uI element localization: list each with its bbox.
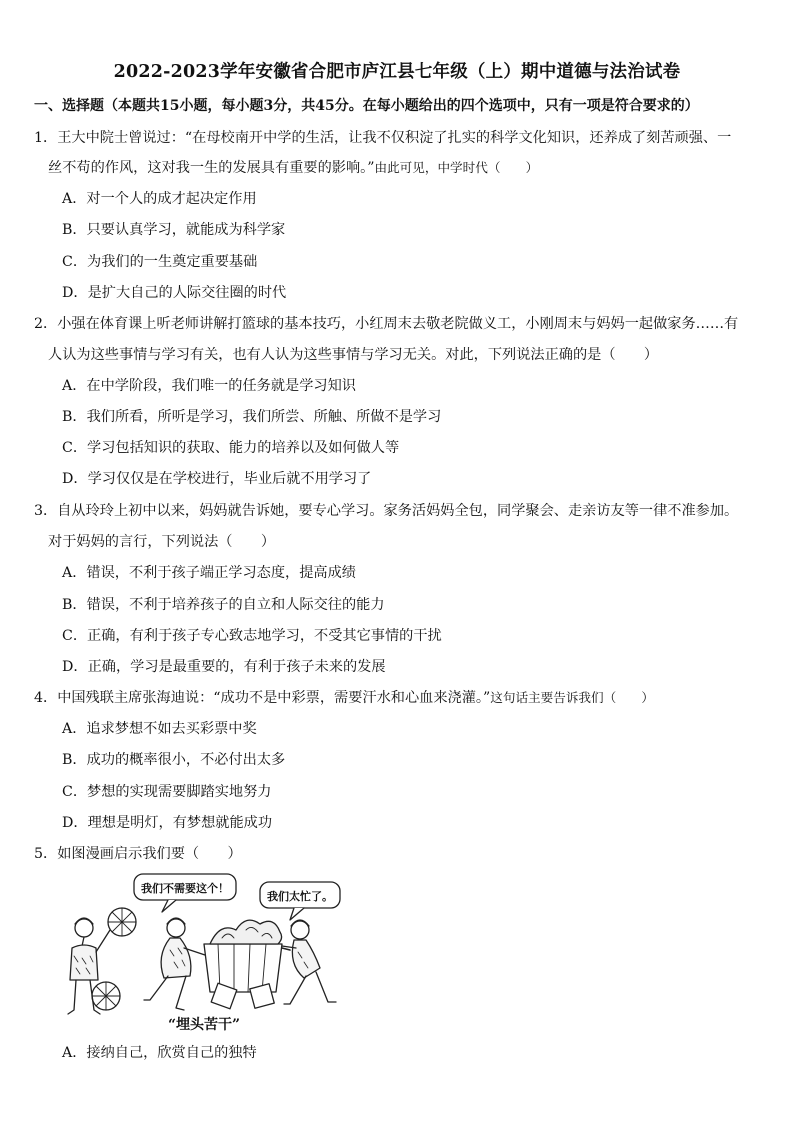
caveman-pushing-figure xyxy=(144,918,208,1010)
q4-option-a: A．追求梦想不如去买彩票中奖 xyxy=(62,721,257,737)
comic-caption: “埋头苦干” xyxy=(168,1017,241,1033)
q1-quote-end: 丝不苟的作风，这对我一生的发展具有重要的影响。” xyxy=(48,160,375,176)
cart-with-square-wheels xyxy=(204,920,282,1009)
q1-option-a: A．对一个人的成才起决定作用 xyxy=(62,191,257,207)
q2-option-b: B．我们所看，所听是学习，我们所尝、所触、所做不是学习 xyxy=(62,409,442,425)
q5-option-a: A．接纳自己，欣赏自己的独特 xyxy=(62,1045,257,1061)
q3-stem-line2: 对于妈妈的言行，下列说法（ ） xyxy=(48,534,276,550)
q4-quote: 4．中国残联主席张海迪说：“成功不是中彩票，需要汗水和心血来浇灌。” xyxy=(34,690,491,706)
section-heading: 一、选择题（本题共15小题，每小题3分，共45分。在每小题给出的四个选项中，只有一项是符合要求的） xyxy=(34,98,699,114)
bubble-left-text: 我们不需要这个！ xyxy=(141,882,229,895)
q3-option-d: D．正确，学习是最重要的，有利于孩子未来的发展 xyxy=(62,659,386,675)
q1-question: 由此可见，中学时代（ ） xyxy=(374,160,539,175)
q2-stem-line2: 人认为这些事情与学习有关，也有人认为这些事情与学习无关。对此，下列说法正确的是（ ） xyxy=(48,347,659,363)
bubble-right-text: 我们太忙了。 xyxy=(267,890,333,903)
q3-option-b: B．错误，不利于培养孩子的自立和人际交往的能力 xyxy=(62,597,385,613)
q1-option-d: D．是扩大自己的人际交往圈的时代 xyxy=(62,285,287,301)
q1-stem-line1: 1．王大中院士曾说过：“在母校南开中学的生活，让我不仅积淀了扎实的科学文化知识，还养成了刻苦顽强、一 xyxy=(34,130,732,146)
q4-option-c: C．梦想的实现需要脚踏实地努力 xyxy=(62,784,272,800)
q3-option-a: A．错误，不利于孩子端正学习态度，提高成绩 xyxy=(62,565,356,581)
q1-option-c: C．为我们的一生奠定重要基础 xyxy=(62,254,258,270)
q2-option-a: A．在中学阶段，我们唯一的任务就是学习知识 xyxy=(62,378,356,394)
comic-illustration xyxy=(58,868,358,1033)
caveman-pulling-figure xyxy=(282,920,336,1004)
q1-option-b: B．只要认真学习，就能成为科学家 xyxy=(62,222,286,238)
q2-stem-line1: 2．小强在体育课上听老师讲解打篮球的基本技巧，小红周末去敬老院做义工，小刚周末与妈妈一起做家务……有 xyxy=(34,316,739,332)
q4-question: 这句话主要告诉我们（ ） xyxy=(490,690,654,705)
q3-stem-line1: 3．自从玲玲上初中以来，妈妈就告诉她，要专心学习。家务活妈妈全包，同学聚会、走亲访友等一律不准参加。 xyxy=(34,503,739,519)
caveman-left-figure xyxy=(68,918,110,1014)
q1-stem-line2 xyxy=(48,158,538,178)
q4-stem-line1 xyxy=(34,688,654,708)
q3-option-c: C．正确，有利于孩子专心致志地学习，不受其它事情的干扰 xyxy=(62,628,442,644)
exam-title: 2022-2023学年安徽省合肥市庐江县七年级（上）期中道德与法治试卷 xyxy=(113,62,681,82)
q2-option-c: C．学习包括知识的获取、能力的培养以及如何做人等 xyxy=(62,440,400,456)
q4-option-d: D．理想是明灯，有梦想就能成功 xyxy=(62,815,273,831)
q5-stem: 5．如图漫画启示我们要（ ） xyxy=(34,846,242,862)
q4-option-b: B．成功的概率很小，不必付出太多 xyxy=(62,752,286,768)
q2-option-d: D．学习仅仅是在学校进行，毕业后就不用学习了 xyxy=(62,471,372,487)
